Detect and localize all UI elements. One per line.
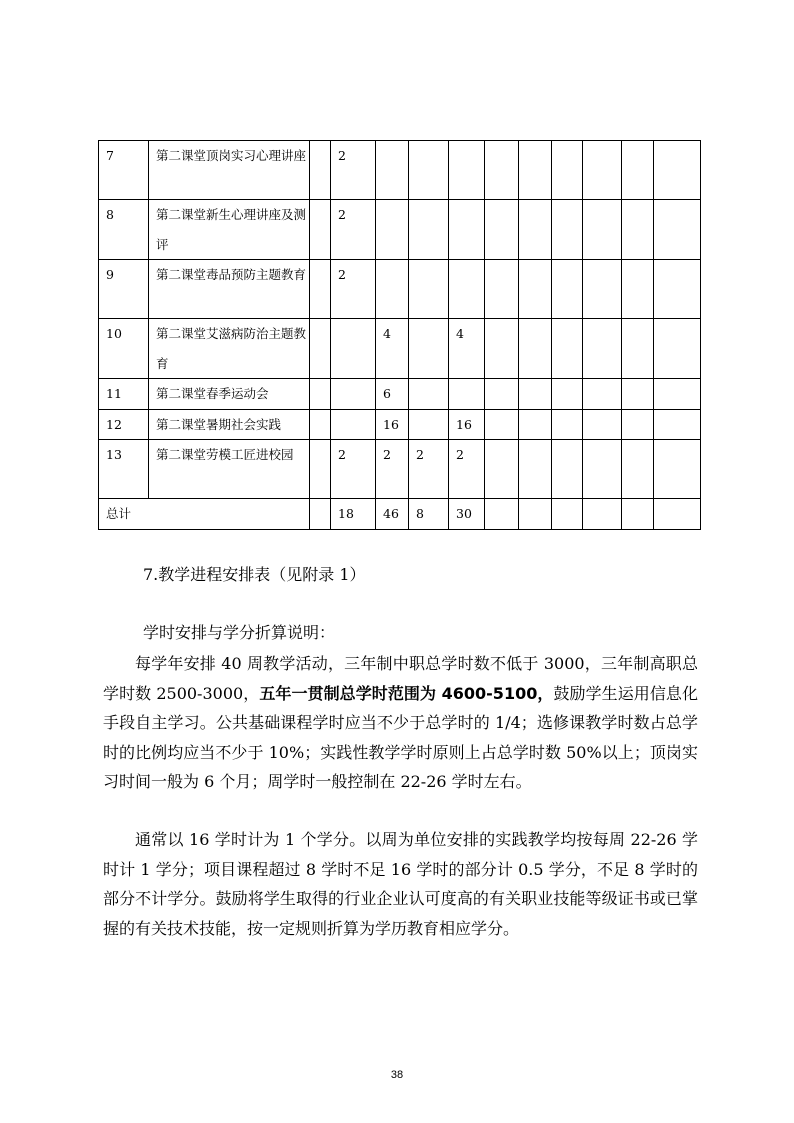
hours-cell <box>449 260 485 319</box>
hours-cell <box>409 200 449 260</box>
hours-cell <box>654 409 701 440</box>
hours-cell <box>552 141 583 200</box>
hours-cell <box>310 409 331 440</box>
total-cell <box>654 499 701 530</box>
total-cell <box>552 499 583 530</box>
hours-cell <box>409 141 449 200</box>
hours-cell: 2 <box>331 260 376 319</box>
hours-cell <box>654 440 701 499</box>
row-number: 9 <box>99 260 149 319</box>
hours-cell <box>654 260 701 319</box>
hours-cell <box>310 440 331 499</box>
hours-cell <box>552 440 583 499</box>
hours-cell <box>519 260 552 319</box>
course-name-cell: 第二课堂暑期社会实践 <box>149 409 310 440</box>
hours-cell <box>409 260 449 319</box>
hours-cell <box>376 200 409 260</box>
hours-cell <box>485 141 519 200</box>
course-name-cell: 第二课堂春季运动会 <box>149 379 310 410</box>
total-cell: 30 <box>449 499 485 530</box>
hours-cell: 4 <box>376 319 409 379</box>
table-row <box>99 141 701 200</box>
hours-cell <box>449 141 485 200</box>
hours-cell <box>310 200 331 260</box>
hours-cell <box>519 200 552 260</box>
para1-text-start: 每学年安排 40 周教学活动，三年制中职总学时数不低于 3000，三年制高职总学时数 2500-3000， <box>103 654 698 703</box>
hours-cell <box>485 440 519 499</box>
hours-cell <box>310 141 331 200</box>
hours-cell <box>583 141 622 200</box>
hours-cell <box>622 409 654 440</box>
hours-cell <box>583 260 622 319</box>
hours-cell <box>519 319 552 379</box>
hours-cell <box>583 200 622 260</box>
hours-cell <box>310 319 331 379</box>
hours-cell <box>552 319 583 379</box>
course-name-cell: 第二课堂毒品预防主题教育 <box>149 260 310 319</box>
hours-cell <box>449 200 485 260</box>
hours-cell <box>409 409 449 440</box>
course-name-cell: 第二课堂劳模工匠进校园 <box>149 440 310 499</box>
hours-cell <box>552 200 583 260</box>
row-number: 8 <box>99 200 149 260</box>
course-name-cell: 第二课堂艾滋病防治主题教育 <box>149 319 310 379</box>
table-row <box>99 440 701 499</box>
hours-cell <box>376 141 409 200</box>
hours-cell <box>331 379 376 410</box>
hours-cell <box>622 200 654 260</box>
table-row <box>99 379 701 410</box>
hours-cell <box>622 260 654 319</box>
hours-cell <box>409 379 449 410</box>
hours-cell: 6 <box>376 379 409 410</box>
row-number: 13 <box>99 440 149 499</box>
total-cell: 46 <box>376 499 409 530</box>
hours-cell <box>622 440 654 499</box>
total-cell <box>622 499 654 530</box>
credit-explanation-heading: 学时安排与学分折算说明： <box>143 623 336 642</box>
course-name-cell: 第二课堂新生心理讲座及测评 <box>149 200 310 260</box>
hours-cell <box>654 200 701 260</box>
hours-cell: 2 <box>331 141 376 200</box>
table-row <box>99 409 701 440</box>
hours-cell: 2 <box>331 440 376 499</box>
hours-cell <box>583 440 622 499</box>
paragraph-credits <box>103 825 698 943</box>
hours-cell: 2 <box>409 440 449 499</box>
total-cell <box>310 499 331 530</box>
section-heading: 7.教学进程安排表（见附录 1） <box>143 565 366 584</box>
total-row <box>99 499 701 530</box>
hours-cell <box>331 409 376 440</box>
total-cell: 18 <box>331 499 376 530</box>
hours-cell <box>519 141 552 200</box>
hours-cell <box>331 319 376 379</box>
row-number: 10 <box>99 319 149 379</box>
total-cell <box>519 499 552 530</box>
hours-cell: 16 <box>449 409 485 440</box>
page-number: 38 <box>390 1069 404 1081</box>
hours-cell <box>654 379 701 410</box>
course-name-cell: 第二课堂顶岗实习心理讲座 <box>149 141 310 200</box>
hours-cell <box>622 379 654 410</box>
table-row <box>99 319 701 379</box>
hours-cell <box>622 319 654 379</box>
hours-cell <box>583 319 622 379</box>
course-hours-table <box>98 140 701 530</box>
para1-text-end: 鼓励学生运用信息化手段自主学习。公共基础课程学时应当不少于总学时的 1/4；选修课教学时数占总学时的比例均应当不少于 10%；实践性教学学时原则上占总学时数 50%以上；顶岗实习时间一般为 6 个月；周学时一般控制在 22-26 学时左右。 <box>103 683 698 791</box>
hours-cell <box>583 409 622 440</box>
hours-cell <box>485 260 519 319</box>
total-cell <box>583 499 622 530</box>
hours-cell <box>485 409 519 440</box>
hours-cell <box>654 319 701 379</box>
hours-cell <box>654 141 701 200</box>
total-cell <box>485 499 519 530</box>
para1-bold-text: 五年一贯制总学时范围为 4600-5100， <box>259 683 554 703</box>
hours-cell: 16 <box>376 409 409 440</box>
table-row <box>99 200 701 260</box>
hours-cell <box>310 379 331 410</box>
hours-cell: 2 <box>449 440 485 499</box>
total-cell: 8 <box>409 499 449 530</box>
hours-cell <box>409 319 449 379</box>
hours-cell <box>485 379 519 410</box>
hours-cell: 2 <box>376 440 409 499</box>
hours-cell <box>552 409 583 440</box>
para2-text: 通常以 16 学时计为 1 个学分。以周为单位安排的实践教学均按每周 22-26 学时计 1 学分；项目课程超过 8 学时不足 16 学时的部分计 0.5 学分，不足 8 学时的部分不计学分。鼓励将学生取得的行业企业认可度高的有关职业技能等级证书或已掌握的有关技术技能，按一定规则折算为学历教育相应学分。 <box>103 830 698 938</box>
paragraph-hours <box>103 649 698 797</box>
row-number: 12 <box>99 409 149 440</box>
row-number: 11 <box>99 379 149 410</box>
hours-cell <box>310 260 331 319</box>
hours-cell <box>519 379 552 410</box>
hours-cell <box>583 379 622 410</box>
hours-cell <box>552 379 583 410</box>
hours-cell <box>622 141 654 200</box>
hours-cell: 4 <box>449 319 485 379</box>
hours-cell <box>449 379 485 410</box>
row-number: 7 <box>99 141 149 200</box>
hours-cell <box>485 319 519 379</box>
table-row <box>99 260 701 319</box>
hours-cell <box>552 260 583 319</box>
total-label: 总计 <box>99 499 310 530</box>
hours-cell <box>376 260 409 319</box>
hours-cell <box>485 200 519 260</box>
hours-cell <box>519 440 552 499</box>
hours-cell: 2 <box>331 200 376 260</box>
hours-cell <box>519 409 552 440</box>
